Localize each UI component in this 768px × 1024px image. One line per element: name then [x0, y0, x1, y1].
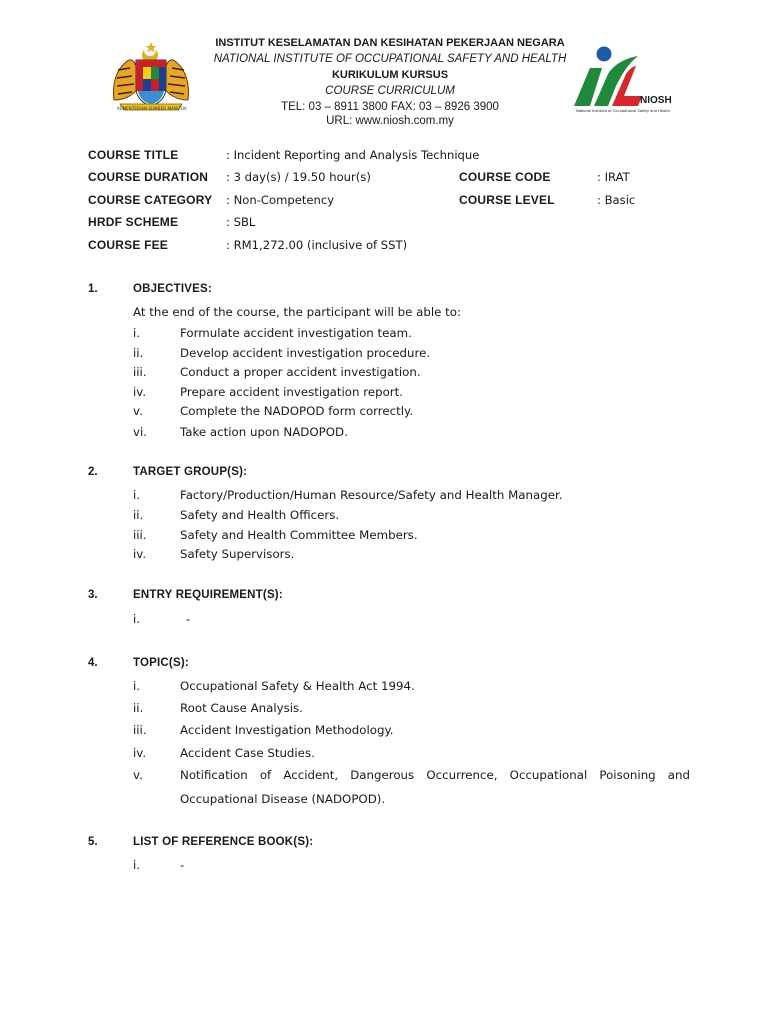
hrdf-scheme-label: HRDF SCHEME — [88, 215, 179, 229]
list-item-number: ii. — [133, 508, 144, 522]
course-duration-value: : 3 day(s) / 19.50 hour(s) — [226, 170, 371, 184]
objectives-intro: At the end of the course, the participant will be able to: — [133, 305, 461, 319]
list-item-number: ii. — [133, 346, 144, 360]
reference-book-item: - — [180, 858, 185, 872]
hrdf-scheme-value: : SBL — [226, 215, 256, 229]
course-fee-label: COURSE FEE — [88, 238, 169, 252]
list-item-number: i. — [133, 679, 141, 693]
list-item-number: iii. — [133, 365, 147, 379]
course-category-value: : Non-Competency — [226, 193, 335, 207]
reference-books-heading: LIST OF REFERENCE BOOK(S): — [133, 836, 314, 848]
entry-requirement-number: 3. — [88, 589, 98, 601]
crest-caption: KEMENTERIAN SUMBER MANUSIA — [117, 106, 187, 111]
list-item-number: i. — [133, 326, 141, 340]
list-item-number: i. — [133, 612, 141, 626]
niosh-logo-text: NIOSH — [640, 95, 672, 106]
topic-item: Notification of Accident, Dangerous Occurrence, Occupational Poisoning and — [180, 768, 690, 782]
topics-heading: TOPIC(S): — [133, 657, 189, 669]
objective-item: Prepare accident investigation report. — [180, 385, 404, 399]
target-group-item: Safety and Health Officers. — [180, 508, 340, 522]
course-title-value: : Incident Reporting and Analysis Technique — [226, 148, 480, 162]
objective-item: Formulate accident investigation team. — [180, 326, 412, 340]
course-fee-value: : RM1,272.00 (inclusive of SST) — [226, 238, 408, 252]
course-code-label: COURSE CODE — [459, 170, 551, 184]
objectives-number: 1. — [88, 283, 98, 295]
course-level-value: : Basic — [597, 193, 636, 207]
course-category-label: COURSE CATEGORY — [88, 193, 213, 207]
course-duration-label: COURSE DURATION — [88, 170, 209, 184]
topic-item: Occupational Safety & Health Act 1994. — [180, 679, 415, 693]
objective-item: Conduct a proper accident investigation. — [180, 365, 421, 379]
objective-item: Complete the NADOPOD form correctly. — [180, 404, 414, 418]
malaysia-crest-logo — [108, 40, 194, 114]
topic-item: Root Cause Analysis. — [180, 701, 303, 715]
list-item-number: ii. — [133, 701, 144, 715]
list-item-number: v. — [133, 404, 143, 418]
course-title-label: COURSE TITLE — [88, 148, 179, 162]
institute-name-malay: INSTITUT KESELAMATAN DAN KESIHATAN PEKERJAAN NEGARA — [215, 37, 565, 49]
list-item-number: iv. — [133, 547, 147, 561]
kurikulum-heading: KURIKULUM KURSUS — [331, 69, 449, 81]
niosh-caption: National Institute of Occupational Safety and Health — [576, 109, 670, 113]
list-item-number: vi. — [133, 425, 148, 439]
topic-item: Accident Investigation Methodology. — [180, 723, 394, 737]
list-item-number: i. — [133, 858, 141, 872]
objectives-heading: OBJECTIVES: — [133, 283, 212, 295]
contact-line: TEL: 03 – 8911 3800 FAX: 03 – 8926 3900 — [281, 101, 499, 113]
target-group-item: Safety Supervisors. — [180, 547, 295, 561]
topic-item: Accident Case Studies. — [180, 746, 315, 760]
list-item-number: iv. — [133, 746, 147, 760]
entry-requirement-heading: ENTRY REQUIREMENT(S): — [133, 589, 283, 601]
entry-requirement-item: - — [186, 612, 191, 626]
course-level-label: COURSE LEVEL — [459, 193, 555, 207]
target-group-heading: TARGET GROUP(S): — [133, 466, 248, 478]
reference-books-number: 5. — [88, 836, 98, 848]
target-group-number: 2. — [88, 466, 98, 478]
target-group-item: Factory/Production/Human Resource/Safety and Health Manager. — [180, 488, 563, 502]
target-group-item: Safety and Health Committee Members. — [180, 528, 418, 542]
niosh-logo — [568, 44, 672, 118]
list-item-number: i. — [133, 488, 141, 502]
topics-number: 4. — [88, 657, 98, 669]
topic-item-continuation: Occupational Disease (NADOPOD). — [180, 792, 386, 806]
institute-name-english: NATIONAL INSTITUTE OF OCCUPATIONAL SAFETY AND HEALTH — [213, 53, 567, 65]
list-item-number: iv. — [133, 385, 147, 399]
course-code-value: : IRAT — [597, 170, 630, 184]
url-line: URL: www.niosh.com.my — [326, 115, 454, 127]
list-item-number: iii. — [133, 723, 147, 737]
list-item-number: iii. — [133, 528, 147, 542]
list-item-number: v. — [133, 768, 143, 782]
objective-item: Develop accident investigation procedure. — [180, 346, 431, 360]
curriculum-heading: COURSE CURRICULUM — [325, 85, 455, 97]
objective-item: Take action upon NADOPOD. — [180, 425, 348, 439]
